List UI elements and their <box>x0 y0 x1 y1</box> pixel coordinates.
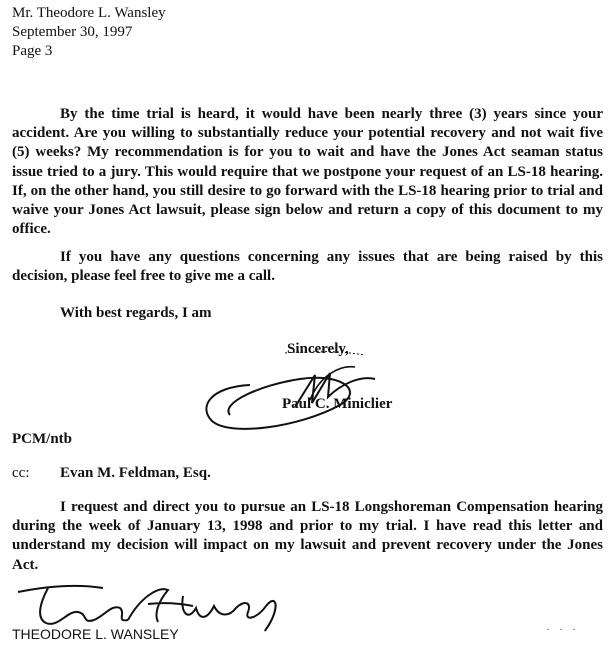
scan-dots: · · · <box>546 622 579 636</box>
body-paragraph-1: By the time trial is heard, it would have been nearly three (3) years since your accident. Are you willing to substantially reduce your potential recovery and not wait five (5) weeks? My recommendation is for you to wait and have the Jones Act seaman status issue tried to a jury. This would require that we postpone your request of an LS-18 hearing. If, on the other hand, you still desire to go forward with the LS-18 hearing prior to trial and waive your Jones Act lawsuit, please sign below and return a copy of this document to my office. <box>12 106 603 238</box>
sender-name: Paul C. Miniclier <box>282 396 393 412</box>
typist-initials: PCM/ntb <box>12 431 72 447</box>
cc-label: cc: <box>12 465 30 481</box>
body-paragraph-2: If you have any questions concerning any issues that are being raised by this decision, please feel free to give me a call. <box>12 249 603 285</box>
closing-line: With best regards, I am <box>60 305 212 321</box>
valediction: Sincerely, <box>287 341 349 357</box>
acknowledgement-paragraph: I request and direct you to pursue an LS-18 Longshoreman Compensation hearing during the week of January 13, 1998 and prior to my trial. I have read this letter and understand my decision will impact on my lawsuit and prevent recovery under the Jones Act. <box>12 499 603 573</box>
page-number: Page 3 <box>12 43 53 59</box>
letter-date: September 30, 1997 <box>12 24 133 40</box>
recipient-name: Mr. Theodore L. Wansley <box>12 5 166 21</box>
client-name: THEODORE L. WANSLEY <box>12 626 179 642</box>
cc-recipient: Evan M. Feldman, Esq. <box>60 465 211 481</box>
sender-signature-image <box>190 345 400 435</box>
